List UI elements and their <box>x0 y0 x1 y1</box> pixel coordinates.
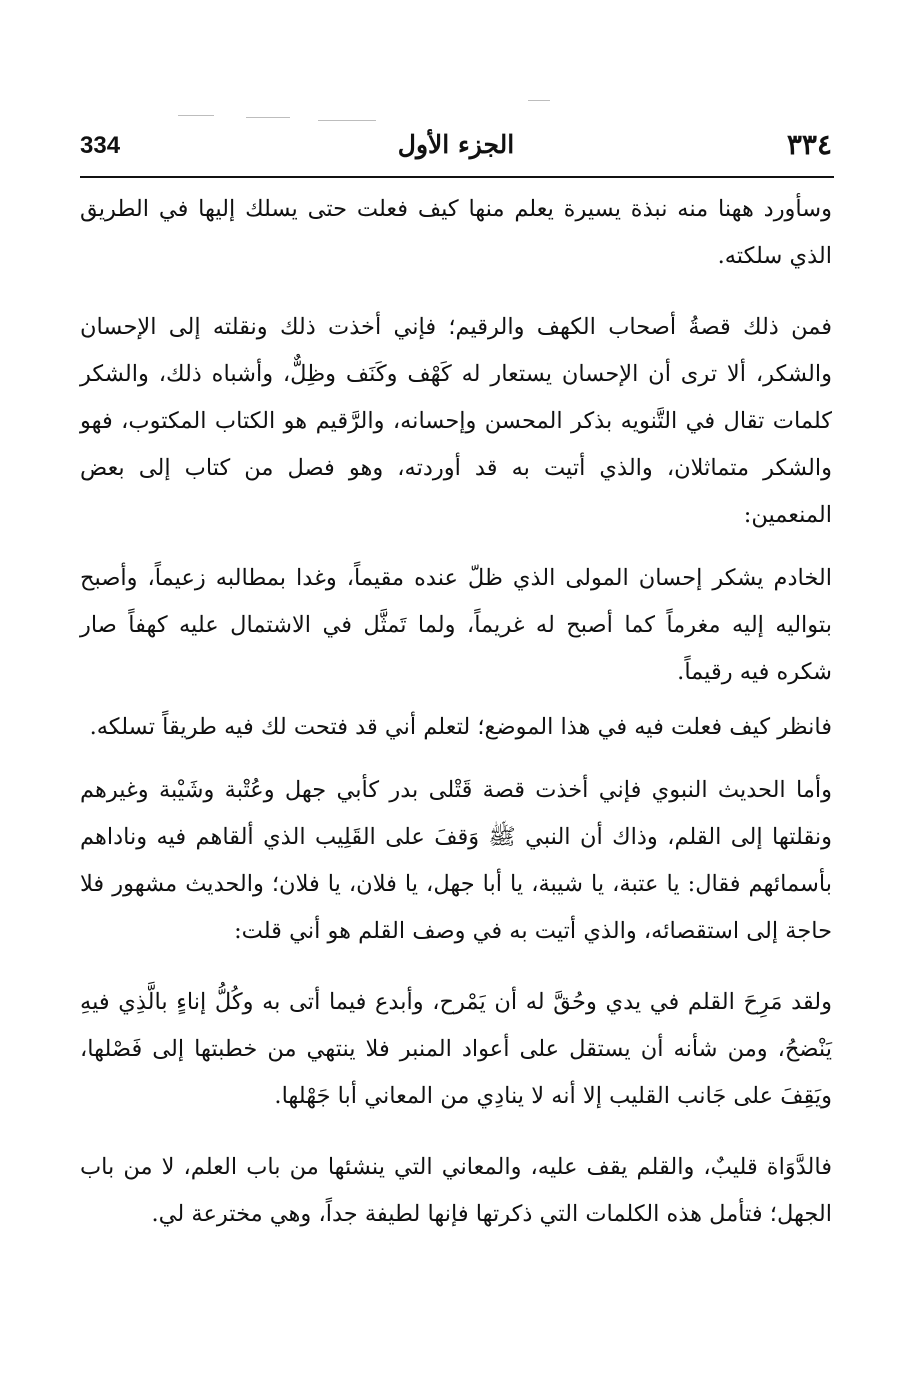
paragraph: فمن ذلك قصةُ أصحاب الكهف والرقيم؛ فإني أخذت ذلك ونقلته إلى الإحسان والشكر، ألا ترى أن الإحسان يستعار له كَهْف وكَنَف وظِلٌّ، وأشباه ذلك، والشكر كلمات تقال في التَّنويه بذكر المحسن وإحسانه، والرَّقيم هو الكتاب المكتوب، فهو والشكر متماثلان، والذي أتيت به قد أوردته، وهو فصل من كتاب إلى بعض المنعمين: <box>80 314 832 528</box>
scan-mark <box>528 100 550 101</box>
paragraph: فانظر كيف فعلت فيه في هذا الموضع؛ لتعلم أني قد فتحت لك فيه طريقاً تسلكه. <box>89 714 832 740</box>
paragraph-quote: ولقد مَرِحَ القلم في يدي وحُقَّ له أن يَمْرح، وأبدع فيما أتى به وكُلُّ إناءٍ بالَّذِي فيهِ يَنْضحُ، ومن شأنه أن يستقل على أعواد المنبر فلا ينتهي من خطبتها إلى فَصْلها، ويَقِفَ على جَانب القليب إلا أنه لا ينادِي من المعاني أبا جَهْلها. <box>80 989 832 1109</box>
page-header <box>80 126 832 176</box>
paragraph: فالدَّوَاة قليبٌ، والقلم يقف عليه، والمعاني التي ينشئها من باب العلم، لا من باب الجهل؛ فتأمل هذه الكلمات التي ذكرتها فإنها لطيفة جداً، وهي مخترعة لي. <box>80 1154 832 1227</box>
running-title: الجزء الأول <box>397 130 515 159</box>
paragraph: وأما الحديث النبوي فإني أخذت قصة قَتْلى بدر كأبي جهل وعُتْبة وشَيْبة وغيرهم ونقلتها إلى القلم، وذاك أن النبي ﷺ وَقفَ على القَلِيب الذي ألقاهم فيه وناداهم بأسمائهم فقال: يا عتبة، يا شيبة، يا أبا جهل، يا فلان، يا فلان؛ والحديث مشهور فلا حاجة إلى استقصائه، والذي أتيت به في وصف القلم هو أني قلت: <box>80 777 832 944</box>
paragraph-quote: الخادم يشكر إحسان المولى الذي ظلّ عنده مقيماً، وغدا بمطالبه زعيماً، وأصبح بتواليه إليه مغرماً كما أصبح له غريماً، ولما تَمثَّل في الاشتمال عليه كهفاً صار شكره فيه رقيماً. <box>80 565 832 685</box>
paragraph: وسأورد ههنا منه نبذة يسيرة يعلم منها كيف فعلت حتى يسلك إليها في الطريق الذي سلكته. <box>80 196 832 269</box>
scan-mark <box>246 117 290 118</box>
page-number-latin: 334 <box>80 132 121 159</box>
header-rule <box>80 176 834 178</box>
scan-mark <box>318 120 376 121</box>
page-body <box>80 186 832 1238</box>
page-number-arabic: ٣٣٤ <box>786 128 832 161</box>
scan-mark <box>178 115 214 116</box>
